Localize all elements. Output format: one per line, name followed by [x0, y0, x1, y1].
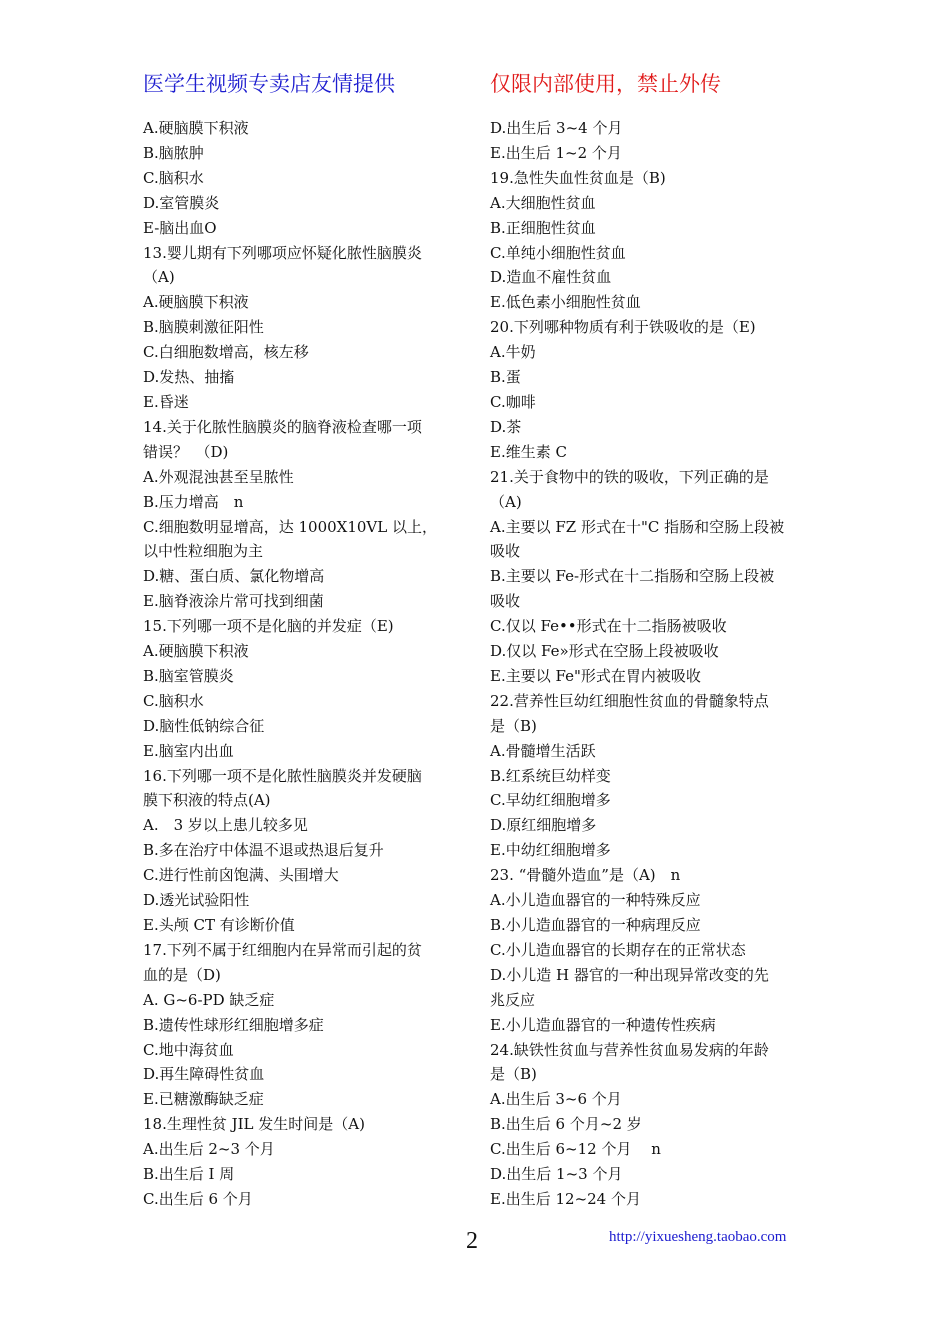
text-line: E.脑室内出血 [143, 741, 234, 760]
text-line: A.出生后 2~3 个月 [143, 1140, 275, 1159]
text-line: C.咖啡 [490, 392, 536, 411]
text-line: 吸收 [490, 592, 521, 611]
text-line: A.硬脑膜下积液 [143, 293, 249, 312]
text-line: 21.关于食物中的铁的吸收，下列正确的是 [490, 467, 769, 486]
text-line: D.再生障碍性贫血 [143, 1065, 265, 1084]
text-line: 错误？ （D) [143, 442, 229, 461]
text-line: 13.婴儿期有下列哪项应怀疑化脓性脑膜炎 [143, 243, 422, 262]
text-line: B.蛋 [490, 368, 521, 387]
text-line: B.红系统巨幼样变 [490, 766, 611, 785]
text-line: 兆反应 [490, 990, 536, 1009]
text-line: A.小儿造血器官的一种特殊反应 [490, 891, 701, 910]
text-line: E.昏迷 [143, 392, 189, 411]
text-line: （A) [143, 268, 175, 287]
text-line: D.原红细胞增多 [490, 816, 597, 835]
text-line: D.脑性低钠综合征 [143, 716, 265, 735]
text-line: A.硬脑膜下积液 [143, 119, 249, 137]
text-line: C.脑积水 [143, 691, 204, 710]
text-line: 16.下列哪一项不是化脓性脑膜炎并发硬脑 [143, 766, 422, 785]
text-line: C.仅以 Fe••形式在十二指肠被吸收 [490, 617, 727, 636]
text-line: C.早幼红细胞增多 [490, 791, 611, 810]
text-line: 19.急性失血性贫血是（B) [490, 168, 666, 187]
text-line: C.单纯小细胞性贫血 [490, 243, 626, 262]
text-line: A.外观混浊甚至呈脓性 [143, 467, 294, 486]
text-line: A.大细胞性贫血 [490, 193, 596, 212]
text-line: C.白细胞数增高，核左移 [143, 343, 309, 362]
text-line: B.小儿造血器官的一种病理反应 [490, 916, 701, 934]
text-line: （A) [490, 492, 522, 511]
text-line: D.造血不雇性贫血 [490, 268, 612, 287]
page-number: 2 [466, 1228, 478, 1254]
text-line: D.发热、抽搐 [143, 368, 235, 387]
text-line: A.牛奶 [490, 343, 536, 362]
text-line: C.地中海贫血 [143, 1040, 234, 1059]
header-right-text: 仅限内部使用，禁止外传 [490, 72, 721, 96]
text-line: E.出生后 12~24 个月 [490, 1189, 641, 1208]
text-line: D.糖、蛋白质、氯化物增高 [143, 567, 325, 586]
text-line: 以中性粒细胞为主 [143, 542, 264, 561]
text-line: 17.下列不属于红细胞内在异常而引起的贫 [143, 940, 422, 959]
text-line: 23. “骨髓外造血”是（A) n [490, 866, 681, 885]
right-column [490, 116, 810, 1212]
text-line: 22.营养性巨幼红细胞性贫血的骨髓象特点 [490, 691, 769, 710]
text-line: B.压力增高 n [143, 492, 244, 511]
text-line: E-脑出血O [143, 218, 217, 237]
text-line: 20.下列哪种物质有利于铁吸收的是（E) [490, 318, 756, 337]
text-line: C.脑积水 [143, 168, 204, 187]
text-line: B.脑膜刺激征阳性 [143, 318, 264, 337]
text-line: C.小儿造血器官的长期存在的正常状态 [490, 940, 746, 959]
text-line: 24.缺铁性贫血与营养性贫血易发病的年龄 [490, 1040, 769, 1059]
text-line: B.多在治疗中体温不退或热退后复升 [143, 841, 384, 860]
text-line: B.正细胞性贫血 [490, 218, 596, 237]
text-line: D.透光试验阳性 [143, 891, 250, 910]
text-line: A.硬脑膜下积液 [143, 642, 249, 661]
text-line: D.室管膜炎 [143, 193, 220, 212]
text-line: C.出生后 6~12 个月 n [490, 1140, 661, 1159]
text-line: A.出生后 3~6 个月 [490, 1090, 622, 1109]
text-line: B.出生后 6 个月~2 岁 [490, 1115, 642, 1134]
text-line: E.已糖激酶缺乏症 [143, 1090, 264, 1109]
text-line: 是（B) [490, 1065, 537, 1084]
text-line: E.低色素小细胞性贫血 [490, 293, 641, 312]
text-line: 15.下列哪一项不是化脑的并发症（E) [143, 617, 394, 636]
text-line: D.小儿造 H 器官的一种出现异常改变的先 [490, 965, 769, 984]
text-line: E.头颅 CT 有诊断价值 [143, 916, 295, 934]
text-line: D.仅以 Fe»形式在空肠上段被吸收 [490, 642, 719, 661]
text-line: E.维生素 C [490, 442, 567, 461]
left-column [143, 116, 473, 1212]
text-line: B.主要以 Fe-形式在十二指肠和空肠上段被 [490, 567, 775, 586]
text-line: B.脑脓肿 [143, 143, 204, 162]
text-line: E.主要以 Fe"形式在胃内被吸收 [490, 666, 701, 685]
header-left-text: 医学生视频专卖店友情提供 [143, 72, 395, 96]
text-line: 吸收 [490, 542, 521, 561]
text-line: D.出生后 3~4 个月 [490, 119, 623, 137]
text-line: A.骨髓增生活跃 [490, 741, 596, 760]
text-line: B.脑室管膜炎 [143, 666, 234, 685]
text-line: 18.生理性贫 JIL 发生时间是（A) [143, 1115, 365, 1134]
text-line: B.出生后 I 周 [143, 1165, 235, 1184]
text-line: 14.关于化脓性脑膜炎的脑脊液检查哪一项 [143, 417, 422, 436]
footer-url: http://yixuesheng.taobao.com [609, 1229, 787, 1245]
text-line: D.茶 [490, 417, 522, 436]
text-line: 血的是（D) [143, 965, 221, 984]
text-line: E.出生后 1~2 个月 [490, 143, 622, 162]
text-line: A. G~6-PD 缺乏症 [143, 990, 275, 1009]
text-line: C.出生后 6 个月 [143, 1189, 253, 1208]
text-line: 是（B) [490, 716, 537, 735]
text-line: A.主要以 FZ 形式在十"C 指肠和空肠上段被 [490, 517, 785, 536]
text-line: D.出生后 1~3 个月 [490, 1165, 623, 1184]
text-line: B.遗传性球形红细胞增多症 [143, 1015, 324, 1034]
text-line: 膜下积液的特点(A) [143, 791, 271, 810]
text-line: C.进行性前囟饱满、头围增大 [143, 866, 339, 885]
text-line: E.小儿造血器官的一种遗传性疾病 [490, 1015, 716, 1034]
text-line: E.脑脊液涂片常可找到细菌 [143, 592, 324, 611]
text-line: C.细胞数明显增高，达 1000X10VL 以上， [143, 517, 437, 536]
text-line: E.中幼红细胞增多 [490, 841, 611, 860]
text-line: A. 3 岁以上患儿较多见 [143, 816, 308, 835]
